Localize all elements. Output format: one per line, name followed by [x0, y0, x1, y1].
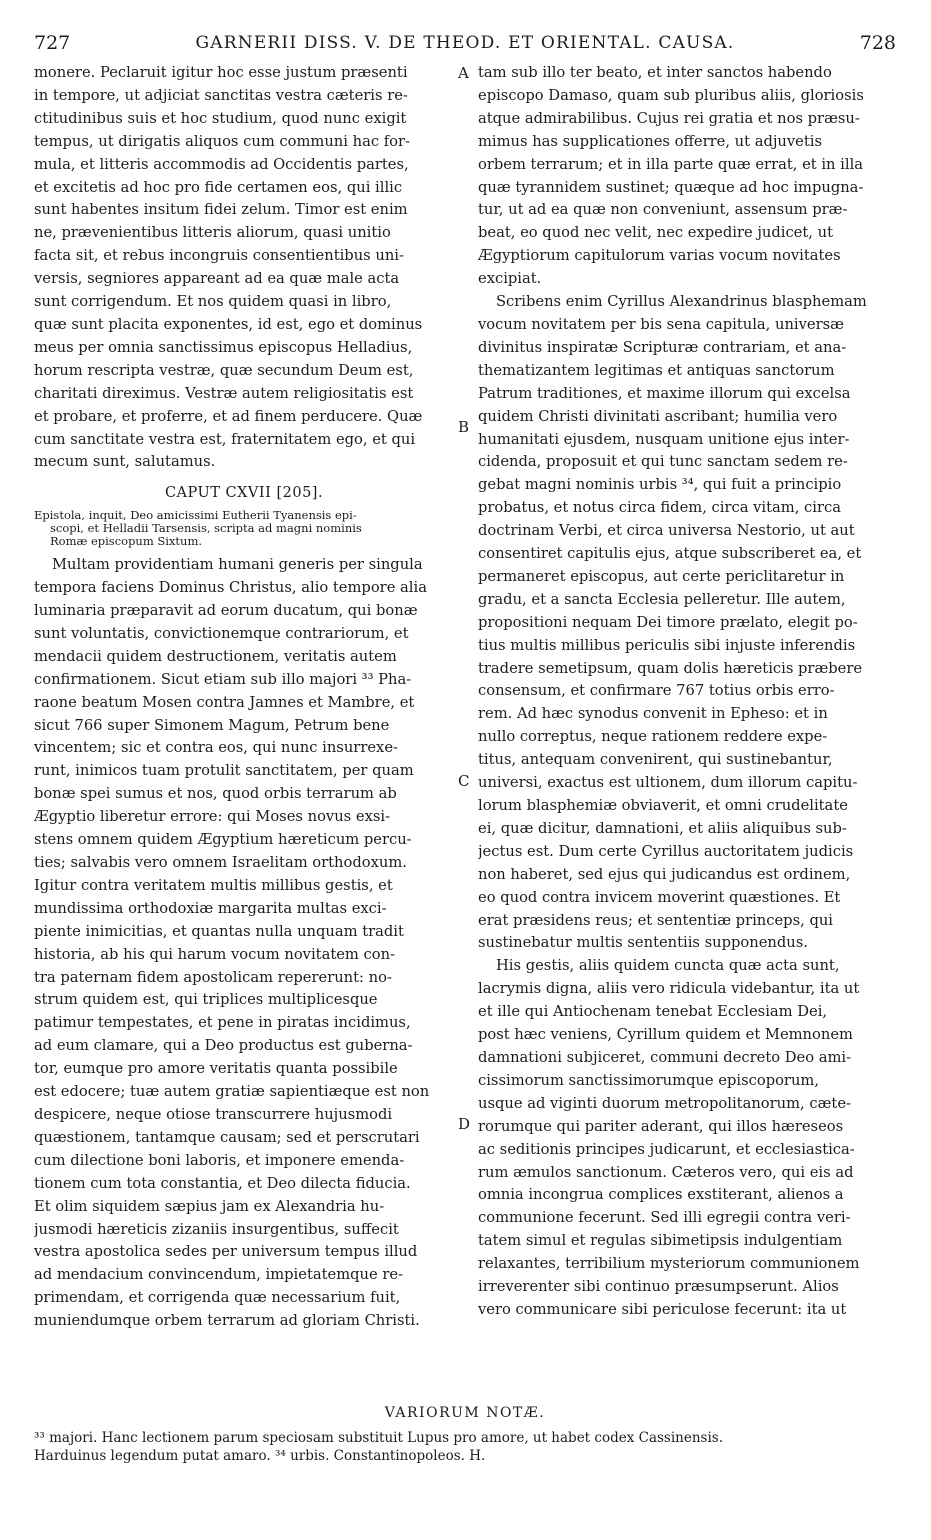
text-line: atque admirabilibus. Cujus rei gratia et nos præsu-	[478, 109, 860, 127]
text-line: horum rescripta vestræ, quæ secundum Deum est,	[34, 361, 414, 379]
text-line: beat, eo quod nec velit, nec expedire judicet, ut	[478, 224, 833, 242]
text-line: despicere, neque otiose transcurrere hujusmodi	[34, 1105, 393, 1123]
text-line: ad eum clamare, qui a Deo productus est guberna-	[34, 1037, 413, 1055]
text-line: tempora faciens Dominus Christus, alio tempore alia	[34, 579, 427, 597]
text-line: sunt voluntatis, convictionemque contrariorum, et	[34, 624, 409, 642]
text-line: versis, segniores appareant ad ea quæ male acta	[34, 270, 400, 288]
text-line: titus, antequam convenirent, qui sustinebantur,	[478, 751, 833, 769]
text-line: eo quod contra invicem moverint quæstiones. Et	[478, 888, 841, 906]
margin-marker-d: D	[458, 1115, 471, 1133]
text-line: gebat magni nominis urbis ³⁴, qui fuit a principio	[478, 476, 842, 494]
text-line: humanitati ejusdem, nusquam unitione ejus inter-	[478, 430, 850, 448]
right-text	[478, 62, 894, 1322]
text-line: His gestis, aliis quidem cuncta quæ acta sunt,	[496, 957, 840, 975]
text-line: rum æmulos sanctionum. Cæteros vero, qui eis ad	[478, 1163, 854, 1181]
text-line: tra paternam fidem apostolicam repererunt: no-	[34, 968, 392, 986]
text-line: excipiat.	[478, 270, 542, 288]
text-line: sunt habentes insitum fidei zelum. Timor est enim	[34, 201, 408, 219]
text-line: Scribens enim Cyrillus Alexandrinus blasphemam	[496, 293, 867, 311]
text-line: propositioni nequam Dei timore prælato, elegit po-	[478, 613, 858, 631]
text-line: mula, et litteris accommodis ad Occidentis partes,	[34, 155, 409, 173]
text-line: jusmodi hæreticis zizaniis insurgentibus, suffecit	[34, 1220, 399, 1238]
text-line: lorum blasphemiæ obviaverit, et omni crudelitate	[478, 797, 848, 814]
text-line: runt, inimicos tuam protulit sanctitatem, per quam	[34, 762, 414, 780]
text-line: probatus, et notus circa fidem, circa vitam, circa	[478, 499, 841, 517]
text-line: primendam, et corrigenda quæ necessarium fuit,	[34, 1289, 401, 1307]
text-line: ne, prævenientibus litteris aliorum, quasi unitio	[34, 224, 391, 242]
left-top-text	[34, 62, 454, 474]
left-column	[34, 62, 454, 1333]
text-line: erat præsidens reus; et sententiæ princeps, qui	[478, 911, 834, 929]
text-line: piente inimicitias, et quantas nulla unquam tradit	[34, 922, 404, 940]
text-line: et excitetis ad hoc pro fide certamen eos, qui illic	[34, 178, 403, 196]
text-line: gradu, et a sancta Ecclesia pelleretur. Ille autem,	[478, 590, 846, 608]
text-line: universi, exactus est ultionem, dum illorum capitu-	[478, 774, 858, 792]
margin-marker-c: C	[458, 772, 470, 790]
text-line: consentiret capitulis ejus, atque subscriberet ea, et	[478, 545, 862, 563]
text-line: tionem cum tota constantia, et Deo dilecta fiducia.	[34, 1174, 411, 1192]
text-line: jectus est. Dum certe Cyrillus auctoritatem judicis	[478, 842, 854, 860]
chapter-summary-line: scopi, et Helladii Tarsensis, scripta ad magni nominis	[50, 521, 362, 536]
text-line: sunt corrigendum. Et nos quidem quasi in libro,	[34, 293, 392, 311]
text-line: et ille qui Antiochenam tenebat Ecclesiam Dei,	[478, 1003, 828, 1021]
margin-marker-b: B	[458, 418, 470, 436]
chapter-summary	[34, 509, 454, 548]
text-line: Ægyptiorum capitulorum varias vocum novitates	[478, 247, 841, 265]
text-line: est edocere; tuæ autem gratiæ sapientiæque est non	[34, 1083, 430, 1101]
text-line: irreverenter sibi continuo præsumpserunt. Alios	[478, 1278, 839, 1296]
text-line: tempus, ut dirigatis aliquos cum communi hac for-	[34, 132, 410, 150]
text-line: tius multis millibus periculis sibi injuste inferendis	[478, 636, 856, 654]
text-line: charitati direximus. Vestræ autem religiositatis est	[34, 384, 414, 402]
variorum-notes	[34, 1405, 896, 1465]
text-line: orbem terrarum; et in illa parte quæ errat, et in illa	[478, 155, 864, 173]
text-line: ei, quæ dicitur, damnationi, et aliis aliquibus sub-	[478, 819, 847, 837]
text-line: mimus has supplicationes offerre, ut adjuvetis	[478, 132, 822, 150]
text-line: relaxantes, terribilium mysteriorum communionem	[478, 1255, 860, 1273]
page-number-right: 728	[859, 32, 896, 54]
chapter-summary-line: Epistola, inquit, Deo amicissimi Eutherii Tyanensis epi-	[34, 508, 357, 523]
text-line: muniendumque orbem terrarum ad gloriam Christi.	[34, 1312, 420, 1330]
left-bottom-text	[34, 554, 454, 1333]
text-line: confirmationem. Sicut etiam sub illo majori ³³ Pha-	[34, 670, 412, 688]
margin-marker-a: A	[458, 64, 469, 82]
text-line: patimur tempestates, et pene in piratas incidimus,	[34, 1014, 411, 1032]
text-line: omnia incongrua complices exstiterant, alienos a	[478, 1186, 844, 1204]
text-line: cissimorum sanctissimorumque episcoporum,	[478, 1071, 820, 1089]
text-line: vincentem; sic et contra eos, qui nunc insurrexe-	[34, 739, 398, 757]
text-line: cum dilectione boni laboris, et imponere emenda-	[34, 1151, 405, 1169]
chapter-summary-line: Romæ episcopum Sixtum.	[50, 534, 203, 549]
text-line: Ægyptio liberetur errore: qui Moses novus exsi-	[34, 808, 391, 826]
text-line: sustinebatur multis sententiis supponendus.	[478, 934, 808, 952]
text-line: tur, ut ad ea quæ non conveniunt, assensum præ-	[478, 201, 848, 219]
text-line: tatem simul et regulas sibimetipsis indulgentiam	[478, 1232, 843, 1250]
notes-title: VARIORUM NOTÆ.	[384, 1405, 546, 1421]
text-line: in tempore, ut adjiciat sanctitas vestra cæteris re-	[34, 86, 408, 104]
text-line: quæstionem, tantamque causam; sed et perscrutari	[34, 1128, 420, 1146]
text-line: mundissima orthodoxiæ margarita multas exci-	[34, 899, 387, 917]
text-line: Igitur contra veritatem multis millibus gestis, et	[34, 876, 393, 894]
text-line: Et olim siquidem sæpius jam ex Alexandria hu-	[34, 1197, 385, 1215]
page-header	[34, 32, 896, 58]
text-line: ac seditionis principes judicarunt, et ecclesiastica-	[478, 1140, 855, 1158]
text-line: bonæ spei sumus et nos, quod orbis terrarum ab	[34, 785, 397, 803]
text-line: consensum, et confirmare 767 totius orbis erro-	[478, 682, 835, 700]
note-line: Harduinus legendum putat amaro. ³⁴ urbis. Constantinopoleos. H.	[34, 1448, 486, 1464]
text-line: permaneret episcopus, aut certe periclitaretur in	[478, 567, 845, 585]
page-number-left: 727	[34, 32, 71, 54]
text-line: ad mendacium convincendum, impietatemque re-	[34, 1266, 404, 1284]
text-line: damnationi subjiceret, communi decreto Deo ami-	[478, 1048, 852, 1066]
text-line: ctitudinibus suis et hoc studium, quod nunc exigit	[34, 109, 407, 127]
text-line: ties; salvabis vero omnem Israelitam orthodoxum.	[34, 854, 407, 871]
text-line: communione fecerunt. Sed illi egregii contra veri-	[478, 1209, 851, 1227]
text-line: episcopo Damaso, quam sub pluribus aliis, gloriosis	[478, 86, 864, 104]
text-line: quæ sunt placita exponentes, id est, ego et dominus	[34, 315, 423, 333]
text-line: cum sanctitate vestra est, fraternitatem ego, et qui	[34, 430, 416, 448]
chapter-heading: CAPUT CXVII [205].	[164, 485, 324, 502]
text-line: stens omnem quidem Ægyptium hæreticum percu-	[34, 831, 412, 849]
text-line: usque ad viginti duorum metropolitanorum, cæte-	[478, 1094, 851, 1112]
text-line: divinitus inspiratæ Scripturæ contrariam, et ana-	[478, 338, 847, 356]
text-line: et probare, et proferre, et ad finem perducere. Quæ	[34, 407, 423, 425]
text-line: tradere semetipsum, quam dolis hæreticis præbere	[478, 659, 863, 677]
text-line: Patrum traditiones, et maxime illorum qui excelsa	[478, 384, 851, 402]
text-line: nullo correptus, neque rationem reddere expe-	[478, 728, 828, 746]
text-line: monere. Peclaruit igitur hoc esse justum præsenti	[34, 64, 408, 81]
text-line: meus per omnia sanctissimus episcopus Helladius,	[34, 338, 413, 356]
text-line: rorumque qui pariter aderant, qui illos hæreseos	[478, 1117, 844, 1135]
text-line: facta sit, et rebus incongruis consentientibus uni-	[34, 247, 404, 265]
text-line: luminaria præparavit ad eorum ducatum, qui bonæ	[34, 602, 418, 620]
text-line: mendacii quidem destructionem, veritatis autem	[34, 647, 397, 665]
note-line: ³³ majori. Hanc lectionem parum speciosam substituit Lupus pro amore, ut habet codex Cassinensis.	[34, 1430, 724, 1446]
text-line: sicut 766 super Simonem Magum, Petrum bene	[34, 716, 390, 734]
text-line: quidem Christi divinitati ascribant; humilia vero	[478, 407, 838, 425]
text-line: vocum novitatem per bis sena capitula, universæ	[478, 315, 844, 333]
text-line: rem. Ad hæc synodus convenit in Ephesο: et in	[478, 705, 828, 723]
text-line: mecum sunt, salutamus.	[34, 453, 216, 471]
text-line: cidenda, proposuit et qui tunc sanctam sedem re-	[478, 453, 848, 471]
text-line: quæ tyrannidem sustinet; quæque ad hoc impugna-	[478, 178, 864, 196]
text-line: lacrymis digna, aliis vero ridicula videbantur, ita ut	[478, 980, 860, 998]
right-column	[478, 62, 894, 1322]
text-line: vero communicare sibi periculose fecerunt: ita ut	[478, 1300, 847, 1318]
text-line: tam sub illo ter beato, et inter sanctos habendo	[478, 64, 832, 81]
text-line: historia, ab his qui harum vocum novitatem con-	[34, 945, 396, 963]
text-line: post hæc veniens, Cyrillum quidem et Memnonem	[478, 1026, 853, 1044]
text-line: vestra apostolica sedes per universum tempus illud	[34, 1243, 418, 1261]
running-title: GARNERII DISS. V. DE THEOD. ET ORIENTAL. CAUSA.	[195, 33, 735, 53]
text-line: thematizantem legitimas et antiquas sanctorum	[478, 361, 835, 379]
text-line: raone beatum Mosen contra Jamnes et Mambre, et	[34, 693, 415, 711]
text-line: Multam providentiam humani generis per singula	[52, 556, 423, 574]
text-line: strum quidem est, qui triplices multiplicesque	[34, 991, 378, 1009]
text-line: doctrinam Verbi, et circa universa Nestorio, ut aut	[478, 522, 855, 540]
text-line: tor, eumque pro amore veritatis quanta possibile	[34, 1060, 398, 1078]
text-line: non haberet, sed ejus qui judicandus est ordinem,	[478, 865, 851, 883]
